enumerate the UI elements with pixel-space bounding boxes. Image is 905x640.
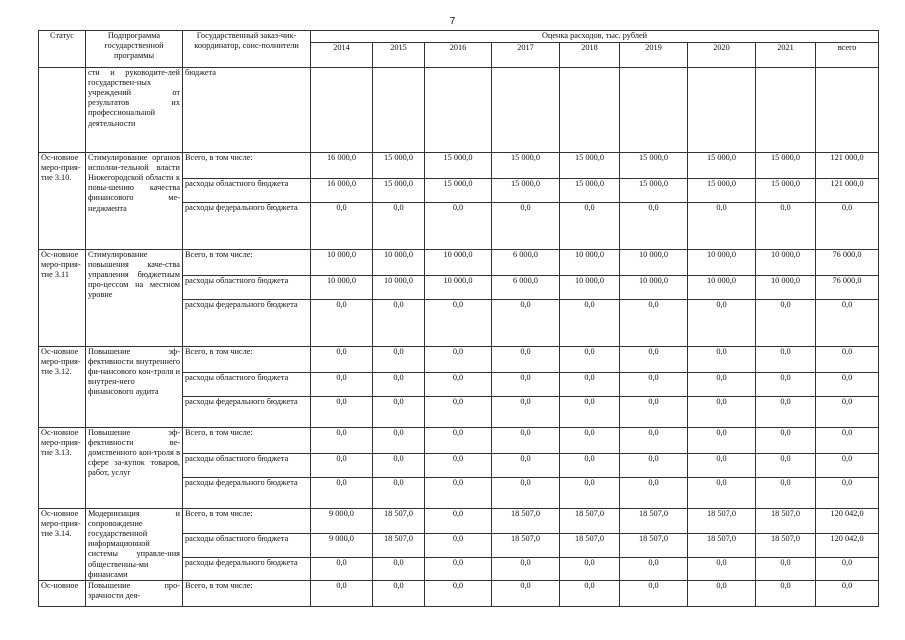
funding-source-cell: расходы федерального бюджета: [183, 558, 311, 581]
year-value-cell: 0,0: [756, 203, 816, 250]
year-value-cell: 9 000,0: [311, 533, 373, 558]
year-value-cell: 0,0: [620, 397, 688, 428]
year-value-cell: 10 000,0: [688, 250, 756, 276]
year-value-cell: 15 000,0: [688, 179, 756, 203]
year-value-cell: 15 000,0: [373, 153, 425, 179]
year-value-cell: 0,0: [425, 478, 492, 509]
year-value-cell: 0,0: [492, 428, 560, 454]
year-value-cell: 6 000,0: [492, 250, 560, 276]
status-cell: [39, 68, 86, 153]
year-value-cell: 0,0: [688, 428, 756, 454]
year-value-cell: 18 507,0: [688, 509, 756, 534]
year-value-cell: 0,0: [373, 454, 425, 478]
year-value-cell: 0,0: [756, 558, 816, 581]
total-value-cell: 0,0: [816, 300, 879, 347]
header-year: 2019: [620, 43, 688, 68]
funding-source-cell: расходы областного бюджета: [183, 533, 311, 558]
year-value-cell: 15 000,0: [620, 179, 688, 203]
year-value-cell: 0,0: [425, 300, 492, 347]
total-value-cell: 0,0: [816, 558, 879, 581]
year-value-cell: 15 000,0: [560, 153, 620, 179]
year-value-cell: 0,0: [688, 347, 756, 373]
year-value-cell: 0,0: [373, 347, 425, 373]
year-value-cell: 0,0: [373, 558, 425, 581]
subprogram-cell: сти и руководите-лей государствен-ных учреждений от результатов их профессиональной деятельности: [86, 68, 183, 153]
funding-source-cell: расходы областного бюджета: [183, 373, 311, 397]
year-value-cell: 0,0: [373, 203, 425, 250]
year-value-cell: 0,0: [311, 300, 373, 347]
header-customer: Государственный заказ-чик-координатор, соис-полнители: [183, 31, 311, 68]
year-value-cell: 10 000,0: [425, 276, 492, 300]
funding-source-cell: Всего, в том числе:: [183, 580, 311, 606]
continuation-row: [39, 68, 879, 153]
funding-source-cell: расходы областного бюджета: [183, 179, 311, 203]
year-value-cell: 0,0: [560, 397, 620, 428]
year-value-cell: 0,0: [311, 580, 373, 606]
year-value-cell: 10 000,0: [688, 276, 756, 300]
year-value-cell: 0,0: [425, 347, 492, 373]
year-value-cell: 18 507,0: [560, 509, 620, 534]
total-value-cell: 0,0: [816, 397, 879, 428]
year-value-cell: 10 000,0: [756, 276, 816, 300]
total-value-cell: 76 000,0: [816, 276, 879, 300]
year-value-cell: 0,0: [620, 300, 688, 347]
year-value-cell: 9 000,0: [311, 509, 373, 534]
year-value-cell: 18 507,0: [620, 509, 688, 534]
header-year: 2020: [688, 43, 756, 68]
year-value-cell: 18 507,0: [688, 533, 756, 558]
year-value-cell: 0,0: [560, 300, 620, 347]
year-value-cell: 0,0: [620, 558, 688, 581]
year-value-cell: 0,0: [688, 300, 756, 347]
header-year: 2018: [560, 43, 620, 68]
header-expenses: Оценка расходов, тыс. рублей: [311, 31, 879, 43]
year-value-cell: 0,0: [756, 478, 816, 509]
year-value-cell: 18 507,0: [492, 533, 560, 558]
year-value-cell: 0,0: [688, 478, 756, 509]
funding-source-cell: расходы областного бюджета: [183, 454, 311, 478]
year-value-cell: 0,0: [560, 428, 620, 454]
year-value-cell: 10 000,0: [425, 250, 492, 276]
year-value-cell: 0,0: [373, 373, 425, 397]
year-value-cell: 0,0: [688, 580, 756, 606]
year-value-cell: 0,0: [492, 373, 560, 397]
header-year: 2021: [756, 43, 816, 68]
year-value-cell: 10 000,0: [756, 250, 816, 276]
funding-source-cell: Всего, в том числе:: [183, 509, 311, 534]
year-value-cell: 0,0: [492, 558, 560, 581]
header-year: 2014: [311, 43, 373, 68]
table-row: [39, 347, 879, 373]
year-value-cell: 15 000,0: [373, 179, 425, 203]
header-status: Статус: [39, 31, 86, 68]
year-value-cell: 0,0: [425, 533, 492, 558]
year-value-cell: 0,0: [311, 397, 373, 428]
year-value-cell: 18 507,0: [373, 533, 425, 558]
year-value-cell: 15 000,0: [756, 153, 816, 179]
year-value-cell: 15 000,0: [560, 179, 620, 203]
year-value-cell: 0,0: [560, 203, 620, 250]
year-value-cell: 0,0: [373, 428, 425, 454]
year-value-cell: 0,0: [756, 428, 816, 454]
year-value-cell: 0,0: [311, 478, 373, 509]
total-value-cell: 0,0: [816, 428, 879, 454]
year-value-cell: 18 507,0: [492, 509, 560, 534]
year-value-cell: 0,0: [756, 373, 816, 397]
table-row: [39, 153, 879, 179]
header-year: 2016: [425, 43, 492, 68]
year-value-cell: 0,0: [492, 397, 560, 428]
year-value-cell: 18 507,0: [620, 533, 688, 558]
year-value-cell: 0,0: [425, 580, 492, 606]
status-cell: Ос-новное меро-прия-тие 3.13.: [39, 428, 86, 509]
subprogram-cell: Стимулирование органов исполни-тельной власти Нижегородской области к повы-шению качества финансового ме-неджмента: [86, 153, 183, 250]
total-value-cell: 0,0: [816, 580, 879, 606]
year-value-cell: 0,0: [560, 478, 620, 509]
year-value-cell: 0,0: [425, 454, 492, 478]
total-value-cell: 0,0: [816, 203, 879, 250]
year-value-cell: 0,0: [425, 373, 492, 397]
year-value-cell: 18 507,0: [373, 509, 425, 534]
year-value-cell: 0,0: [425, 509, 492, 534]
year-value-cell: 0,0: [620, 373, 688, 397]
funding-source-cell: расходы федерального бюджета: [183, 203, 311, 250]
year-value-cell: 0,0: [560, 373, 620, 397]
table-row: [39, 428, 879, 454]
status-cell: Ос-новное: [39, 580, 86, 606]
year-value-cell: 15 000,0: [492, 179, 560, 203]
status-cell: Ос-новное меро-прия-тие 3.14.: [39, 509, 86, 581]
year-value-cell: 0,0: [756, 347, 816, 373]
status-cell: Ос-новное меро-прия-тие 3.10.: [39, 153, 86, 250]
year-value-cell: 0,0: [620, 347, 688, 373]
header-subprogram: Подпрограмма государственной программы: [86, 31, 183, 68]
year-value-cell: 6 000,0: [492, 276, 560, 300]
total-value-cell: 0,0: [816, 454, 879, 478]
year-value-cell: 0,0: [620, 580, 688, 606]
year-value-cell: 0,0: [373, 580, 425, 606]
year-value-cell: 16 000,0: [311, 153, 373, 179]
year-value-cell: 0,0: [688, 397, 756, 428]
funding-source-cell: Всего, в том числе:: [183, 250, 311, 276]
year-value-cell: 10 000,0: [373, 276, 425, 300]
year-value-cell: 10 000,0: [373, 250, 425, 276]
year-value-cell: 0,0: [311, 558, 373, 581]
year-value-cell: 0,0: [756, 580, 816, 606]
year-value-cell: 18 507,0: [756, 509, 816, 534]
year-value-cell: 18 507,0: [560, 533, 620, 558]
funding-source-cell: расходы федерального бюджета: [183, 478, 311, 509]
year-value-cell: 15 000,0: [425, 153, 492, 179]
year-value-cell: 0,0: [311, 203, 373, 250]
total-value-cell: 120 042,0: [816, 533, 879, 558]
funding-source-cell: Всего, в том числе:: [183, 153, 311, 179]
year-value-cell: 0,0: [620, 203, 688, 250]
year-value-cell: 0,0: [688, 203, 756, 250]
year-value-cell: 0,0: [560, 347, 620, 373]
customer-cell: бюджета: [183, 68, 311, 153]
subprogram-cell: Повышение эф-фективности внутреннего фи-нансового кон-троля и внутрен-него финансового аудита: [86, 347, 183, 428]
year-value-cell: 0,0: [425, 397, 492, 428]
funding-source-cell: Всего, в том числе:: [183, 347, 311, 373]
total-value-cell: 76 000,0: [816, 250, 879, 276]
funding-source-cell: Всего, в том числе:: [183, 428, 311, 454]
expenses-table: [38, 30, 879, 607]
year-value-cell: 0,0: [620, 454, 688, 478]
year-value-cell: 0,0: [311, 347, 373, 373]
year-value-cell: 0,0: [311, 428, 373, 454]
subprogram-cell: Повышение эф-фективности ве-домственного кон-троля в сфере за-купок товаров, работ, услуг: [86, 428, 183, 509]
year-value-cell: 0,0: [425, 558, 492, 581]
status-cell: Ос-новное меро-прия-тие 3.12.: [39, 347, 86, 428]
year-value-cell: 0,0: [560, 580, 620, 606]
year-value-cell: 15 000,0: [425, 179, 492, 203]
funding-source-cell: расходы федерального бюджета: [183, 300, 311, 347]
funding-source-cell: расходы областного бюджета: [183, 276, 311, 300]
year-value-cell: 10 000,0: [560, 250, 620, 276]
total-value-cell: 0,0: [816, 373, 879, 397]
year-value-cell: 10 000,0: [560, 276, 620, 300]
year-value-cell: 15 000,0: [620, 153, 688, 179]
year-value-cell: 0,0: [688, 373, 756, 397]
subprogram-cell: Повышение про-зрачности дея-: [86, 580, 183, 606]
total-value-cell: 0,0: [816, 478, 879, 509]
table-row: [39, 509, 879, 534]
total-value-cell: 120 042,0: [816, 509, 879, 534]
page-number: 7: [449, 16, 456, 27]
year-value-cell: 0,0: [492, 347, 560, 373]
year-value-cell: 15 000,0: [688, 153, 756, 179]
year-value-cell: 10 000,0: [311, 276, 373, 300]
funding-source-cell: расходы федерального бюджета: [183, 397, 311, 428]
year-value-cell: 0,0: [492, 580, 560, 606]
year-value-cell: 0,0: [373, 478, 425, 509]
year-value-cell: 10 000,0: [311, 250, 373, 276]
total-value-cell: 0,0: [816, 347, 879, 373]
year-value-cell: 0,0: [311, 373, 373, 397]
year-value-cell: 0,0: [560, 558, 620, 581]
year-value-cell: 16 000,0: [311, 179, 373, 203]
total-value-cell: 121 000,0: [816, 179, 879, 203]
year-value-cell: 10 000,0: [620, 250, 688, 276]
subprogram-cell: Стимулирование повышения каче-ства управления бюджетным про-цессом на местном уровне: [86, 250, 183, 347]
year-value-cell: 0,0: [756, 397, 816, 428]
year-value-cell: 0,0: [688, 558, 756, 581]
year-value-cell: 0,0: [492, 454, 560, 478]
header-year: 2015: [373, 43, 425, 68]
year-value-cell: 0,0: [620, 478, 688, 509]
year-value-cell: 0,0: [373, 397, 425, 428]
table-row: [39, 250, 879, 276]
header-year: 2017: [492, 43, 560, 68]
year-value-cell: 0,0: [492, 300, 560, 347]
year-value-cell: 15 000,0: [492, 153, 560, 179]
year-value-cell: 0,0: [311, 454, 373, 478]
year-value-cell: 0,0: [688, 454, 756, 478]
year-value-cell: 0,0: [492, 203, 560, 250]
year-value-cell: 15 000,0: [756, 179, 816, 203]
year-value-cell: 0,0: [560, 454, 620, 478]
year-value-cell: 18 507,0: [756, 533, 816, 558]
subprogram-cell: Модернизация и сопровождение государственной информационной системы управле-ния общественны-ми финансами: [86, 509, 183, 581]
year-value-cell: 0,0: [492, 478, 560, 509]
table-row: [39, 580, 879, 606]
year-value-cell: 0,0: [373, 300, 425, 347]
year-value-cell: 0,0: [425, 203, 492, 250]
year-value-cell: 10 000,0: [620, 276, 688, 300]
total-value-cell: 121 000,0: [816, 153, 879, 179]
year-value-cell: 0,0: [620, 428, 688, 454]
year-value-cell: 0,0: [756, 300, 816, 347]
header-total: всего: [816, 43, 879, 68]
status-cell: Ос-новное меро-прия-тие 3.11: [39, 250, 86, 347]
year-value-cell: 0,0: [756, 454, 816, 478]
year-value-cell: 0,0: [425, 428, 492, 454]
